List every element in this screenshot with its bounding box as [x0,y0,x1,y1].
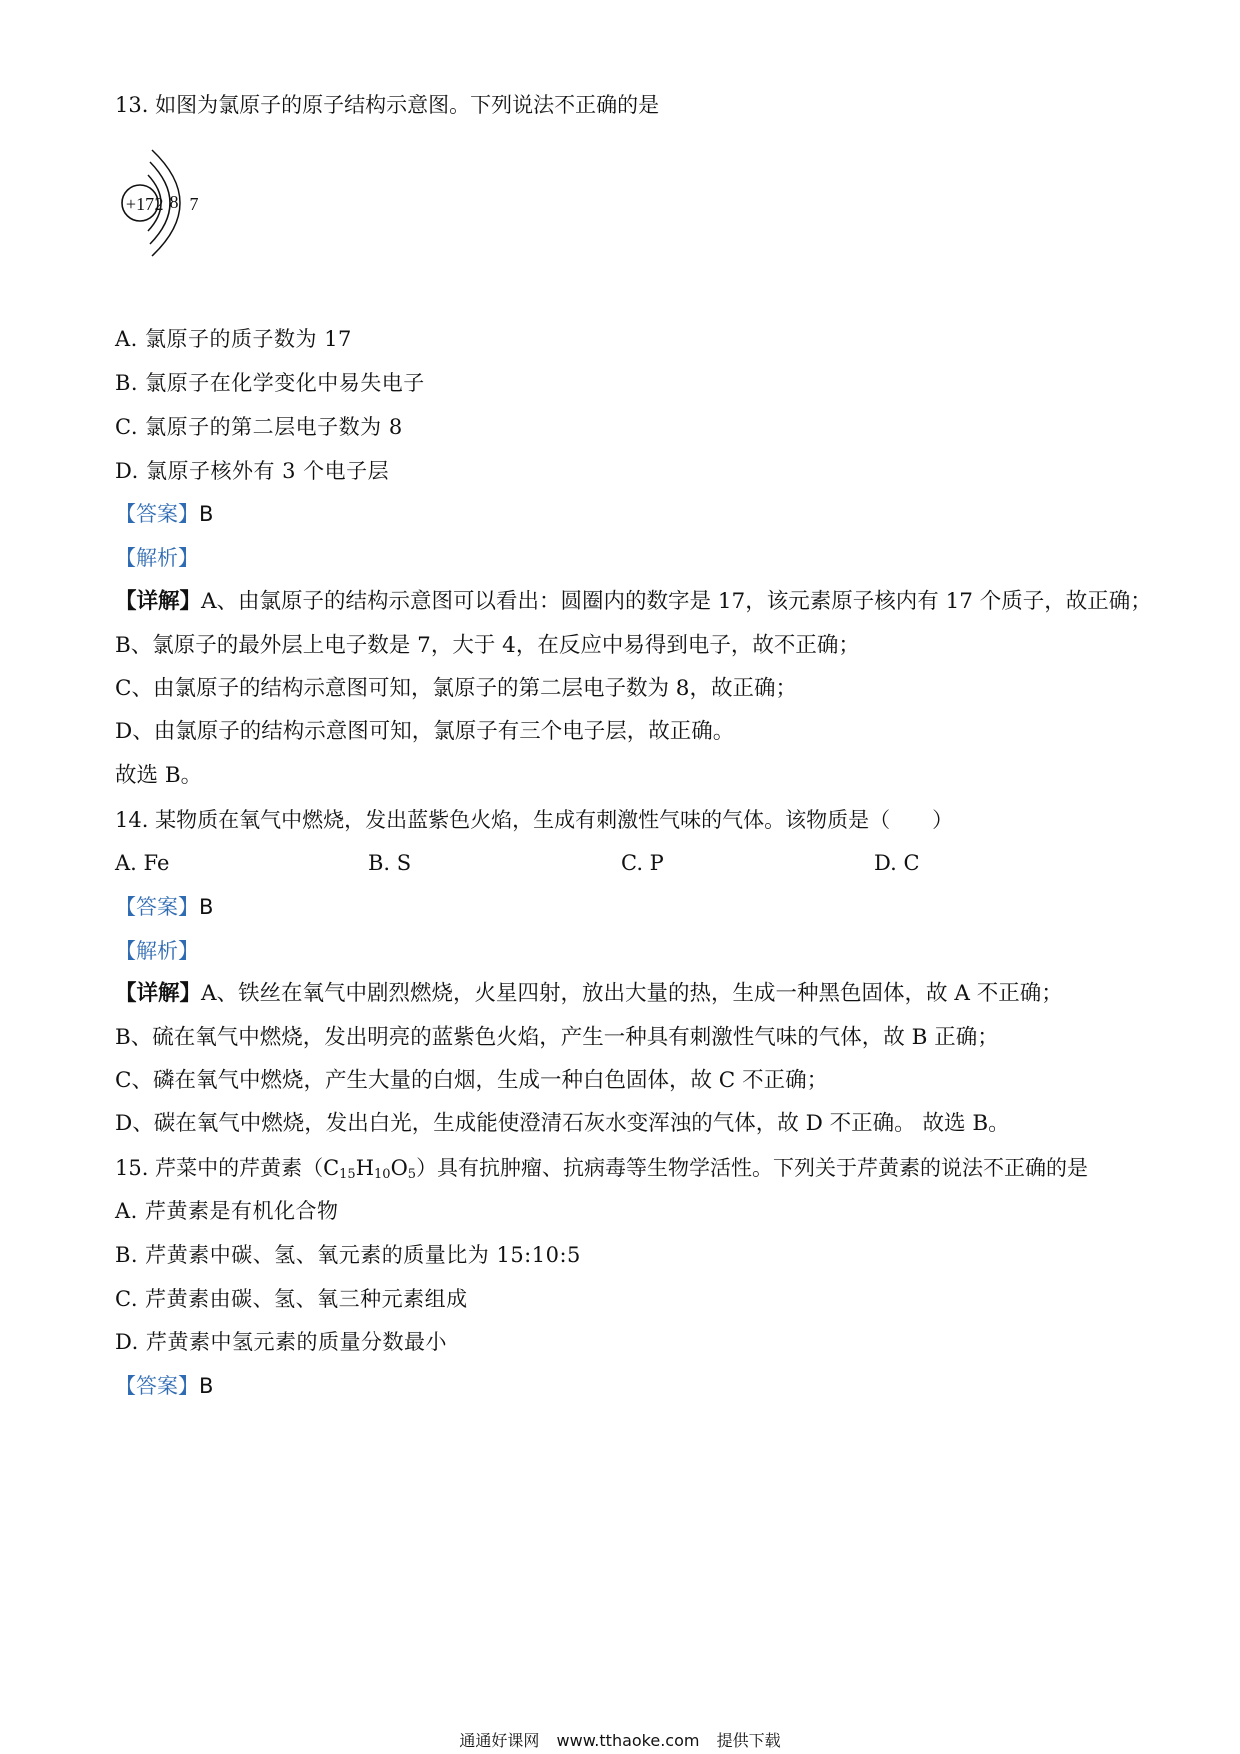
q13-analysis-tag: 【解析】 [115,546,199,570]
shell-3-electrons: 7 [189,194,199,214]
page-footer [0,1728,1240,1751]
q13-stem: 13. 如图为氯原子的原子结构示意图。下列说法不正确的是 [115,93,660,117]
q14-option-a: A. Fe [115,851,170,875]
q13-detail-c: C、由氯原子的结构示意图可知，氯原子的第二层电子数为 8，故正确； [115,676,797,701]
q14-detail-b: B、硫在氧气中燃烧，发出明亮的蓝紫色火焰，产生一种具有刺激性气味的气体，故 B 正确； [115,1025,999,1050]
q14-detail-c: C、磷在氧气中燃烧，产生大量的白烟，生成一种白色固体，故 C 不正确； [115,1068,829,1093]
q13-option-b: B. 氯原子在化学变化中易失电子 [115,371,425,395]
q15-answer [115,1371,213,1401]
q13-option-d: D. 氯原子核外有 3 个电子层 [115,459,390,483]
q14-detail-d: D、碳在氧气中燃烧，发出白光，生成能使澄清石灰水变浑浊的气体，故 D 不正确。 故选 B。 [115,1111,1010,1136]
q15-option-c: C. 芹黄素由碳、氢、氧三种元素组成 [115,1287,468,1311]
q14-option-c: C. P [621,851,664,875]
shell-1-electrons: 2 [154,194,164,214]
q14-detail-a: 【详解】A、铁丝在氧气中剧烈燃烧，火星四射，放出大量的热，生成一种黑色固体，故 A 不正确； [115,981,1063,1006]
q13-option-a: A. 氯原子的质子数为 17 [115,327,352,351]
q13-conclusion: 故选 B。 [115,763,203,788]
q14-option-d: D. C [874,851,920,875]
q15-option-a: A. 芹黄素是有机化合物 [115,1199,339,1223]
answer-tag: 【答案】 [115,895,199,919]
footer-suffix: 提供下载 [716,1731,781,1750]
detail-tag: 【详解】 [115,981,202,1006]
q13-option-c: C. 氯原子的第二层电子数为 8 [115,415,403,439]
answer-value: B [199,502,214,526]
answer-tag: 【答案】 [115,1374,199,1398]
shell-2-electrons: 8 [169,192,179,212]
q15-option-d: D. 芹黄素中氢元素的质量分数最小 [115,1330,447,1354]
q14-option-b: B. S [368,851,412,875]
footer-site-name: 通通好课网 [459,1731,540,1750]
nucleus-charge-label: +17 [125,194,155,214]
q14-stem: 14. 某物质在氧气中燃烧，发出蓝紫色火焰，生成有刺激性气味的气体。该物质是（ ） [115,808,954,832]
answer-value: B [199,1374,214,1398]
q13-detail-a: 【详解】A、由氯原子的结构示意图可以看出：圆圈内的数字是 17，该元素原子核内有 17 个质子，故正确； [115,589,1152,614]
q13-answer [115,499,213,529]
answer-value: B [199,895,214,919]
answer-tag: 【答案】 [115,502,199,526]
q13-detail-d: D、由氯原子的结构示意图可知，氯原子有三个电子层，故正确。 [115,719,735,744]
q14-answer [115,892,213,922]
q13-detail-b: B、氯原子的最外层上电子数是 7，大于 4，在反应中易得到电子，故不正确； [115,633,860,658]
detail-tag: 【详解】 [115,589,202,614]
q14-analysis-tag: 【解析】 [115,939,199,963]
q15-stem: 15. 芹菜中的芹黄素$(C_{15}H_{10}O_5)$具有抗肿瘤、抗病毒等生物学活性。下列关于芹黄素的说法不正确的是 [115,1156,1089,1182]
chlorine-atom-diagram [116,148,226,270]
footer-url[interactable]: www.tthaoke.com [556,1731,700,1750]
q15-option-b: B. 芹黄素中碳、氢、氧元素的质量比为 15:10:5 [115,1243,581,1267]
